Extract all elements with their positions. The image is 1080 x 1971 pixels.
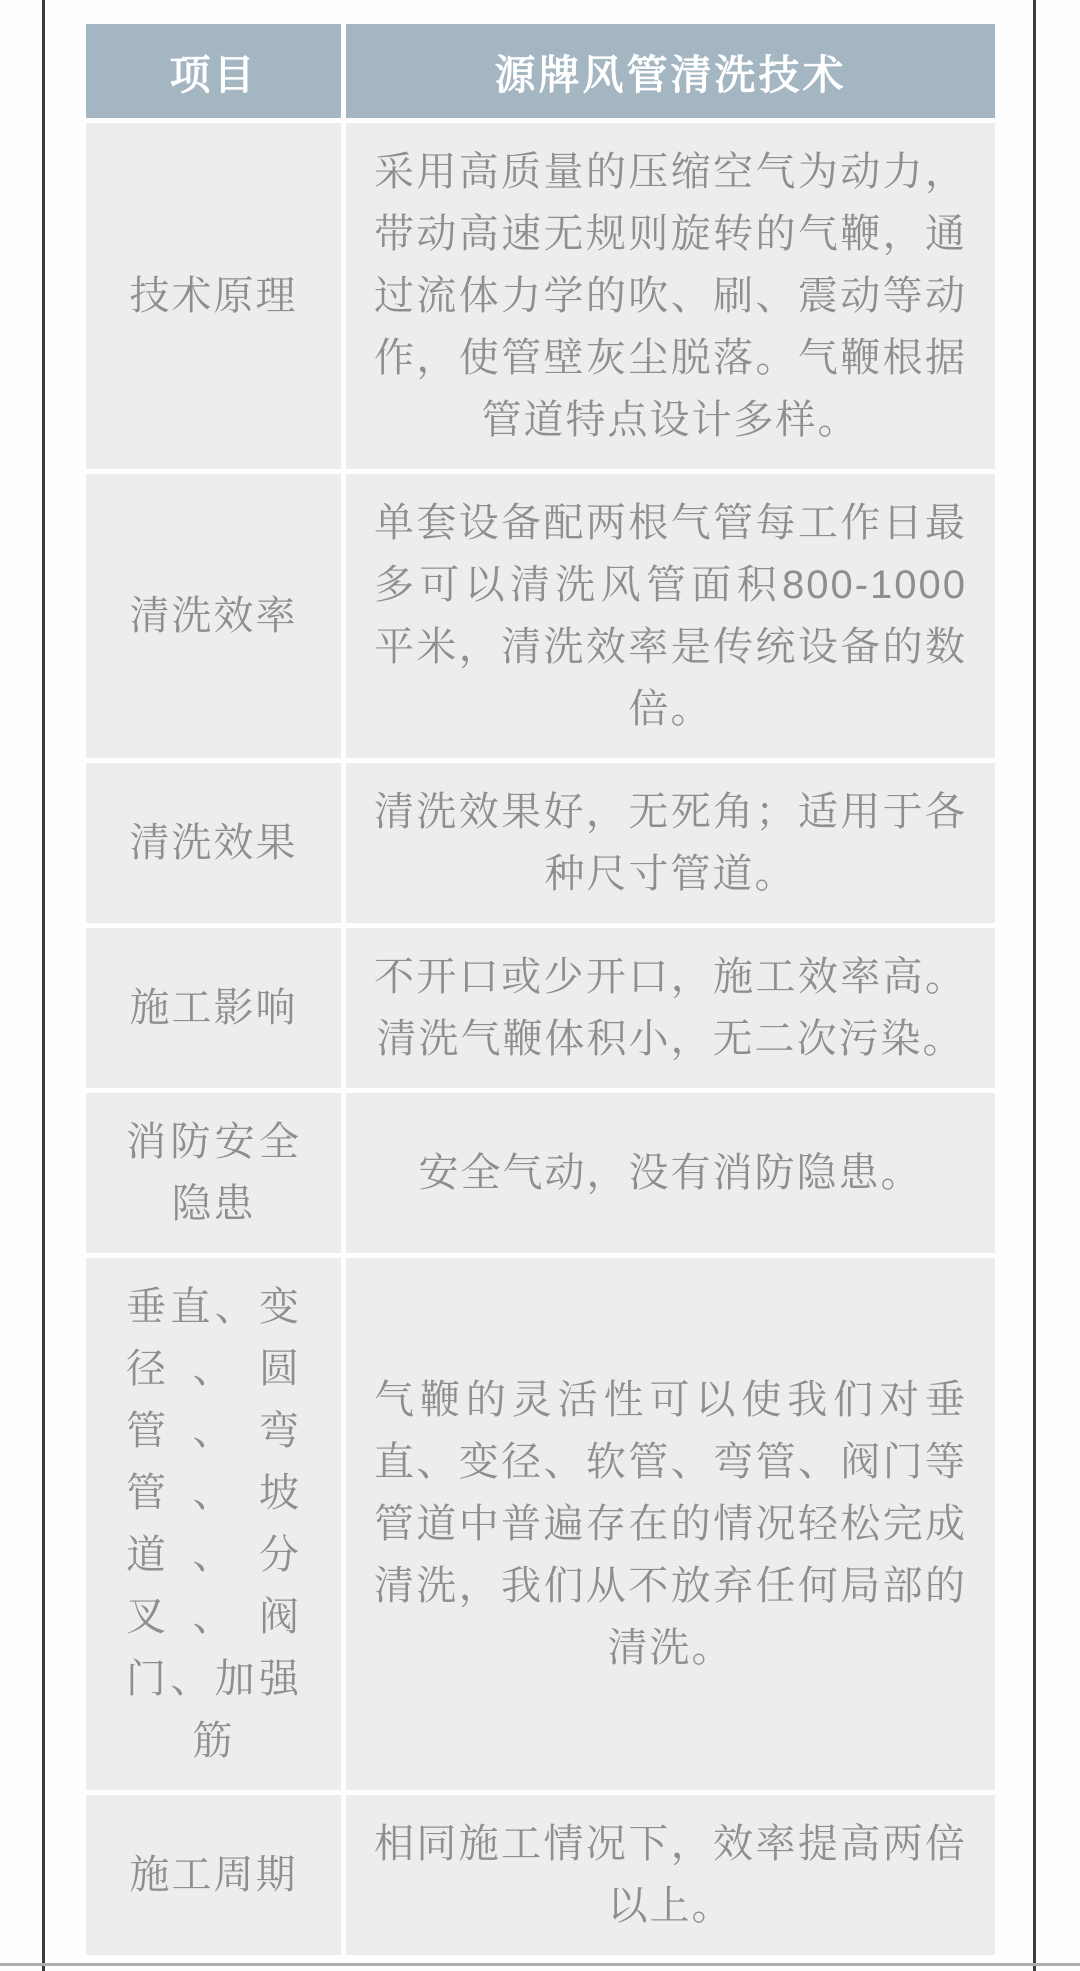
- row-label-cell: [86, 763, 341, 923]
- row-label-cell: [86, 928, 341, 1088]
- row-label-text: 消防安全隐患: [126, 1120, 301, 1226]
- row-value-text: 采用高质量的压缩空气为动力，带动高速无规则旋转的气鞭，通过流体力学的吹、刷、震动等动作，使管壁灰尘脱落。气鞭根据管道特点设计多样。: [374, 150, 967, 442]
- row-label-cell: [86, 1093, 341, 1253]
- row-label-cell: [86, 474, 341, 758]
- row-value-cell: [346, 1795, 995, 1955]
- header-cell-technology: [346, 24, 995, 118]
- row-value-text: 清洗效果好，无死角；适用于各种尺寸管道。: [374, 790, 967, 896]
- row-value-cell: [346, 1093, 995, 1253]
- right-page-border: [1033, 0, 1036, 1971]
- row-value-text: 单套设备配两根气管每工作日最多可以清洗风管面积800-1000平米，清洗效率是传统设备的数倍。: [374, 501, 967, 731]
- bottom-divider: [0, 1963, 1080, 1966]
- row-value-text: 相同施工情况下，效率提高两倍以上。: [374, 1822, 967, 1928]
- row-label-cell: [86, 1258, 341, 1790]
- row-value-cell: [346, 474, 995, 758]
- row-value-cell: [346, 123, 995, 469]
- row-label-cell: [86, 1795, 341, 1955]
- row-label-text: 清洗效率: [129, 594, 298, 638]
- row-value-cell: [346, 1258, 995, 1790]
- row-label-cell: [86, 123, 341, 469]
- header-cell-item: [86, 24, 341, 118]
- row-label-text: 技术原理: [129, 274, 298, 318]
- header-item-label: 项目: [169, 51, 258, 98]
- row-label-text: 施工影响: [129, 986, 298, 1030]
- row-value-cell: [346, 763, 995, 923]
- header-technology-label: 源牌风管清洗技术: [494, 51, 847, 98]
- comparison-table: [86, 24, 995, 1955]
- row-value-text: 不开口或少开口，施工效率高。清洗气鞭体积小，无二次污染。: [374, 955, 967, 1061]
- row-value-text: 气鞭的灵活性可以使我们对垂直、变径、软管、弯管、阀门等管道中普遍存在的情况轻松完成清洗，我们从不放弃任何局部的清洗。: [374, 1378, 967, 1670]
- left-page-border: [42, 0, 45, 1971]
- row-label-text: 垂直、变径、圆管、弯管、坡道、分叉、阀门、加强筋: [126, 1285, 301, 1763]
- row-value-cell: [346, 928, 995, 1088]
- row-label-text: 施工周期: [129, 1853, 298, 1897]
- row-label-text: 清洗效果: [129, 821, 298, 865]
- row-value-text: 安全气动，没有消防隐患。: [418, 1151, 923, 1195]
